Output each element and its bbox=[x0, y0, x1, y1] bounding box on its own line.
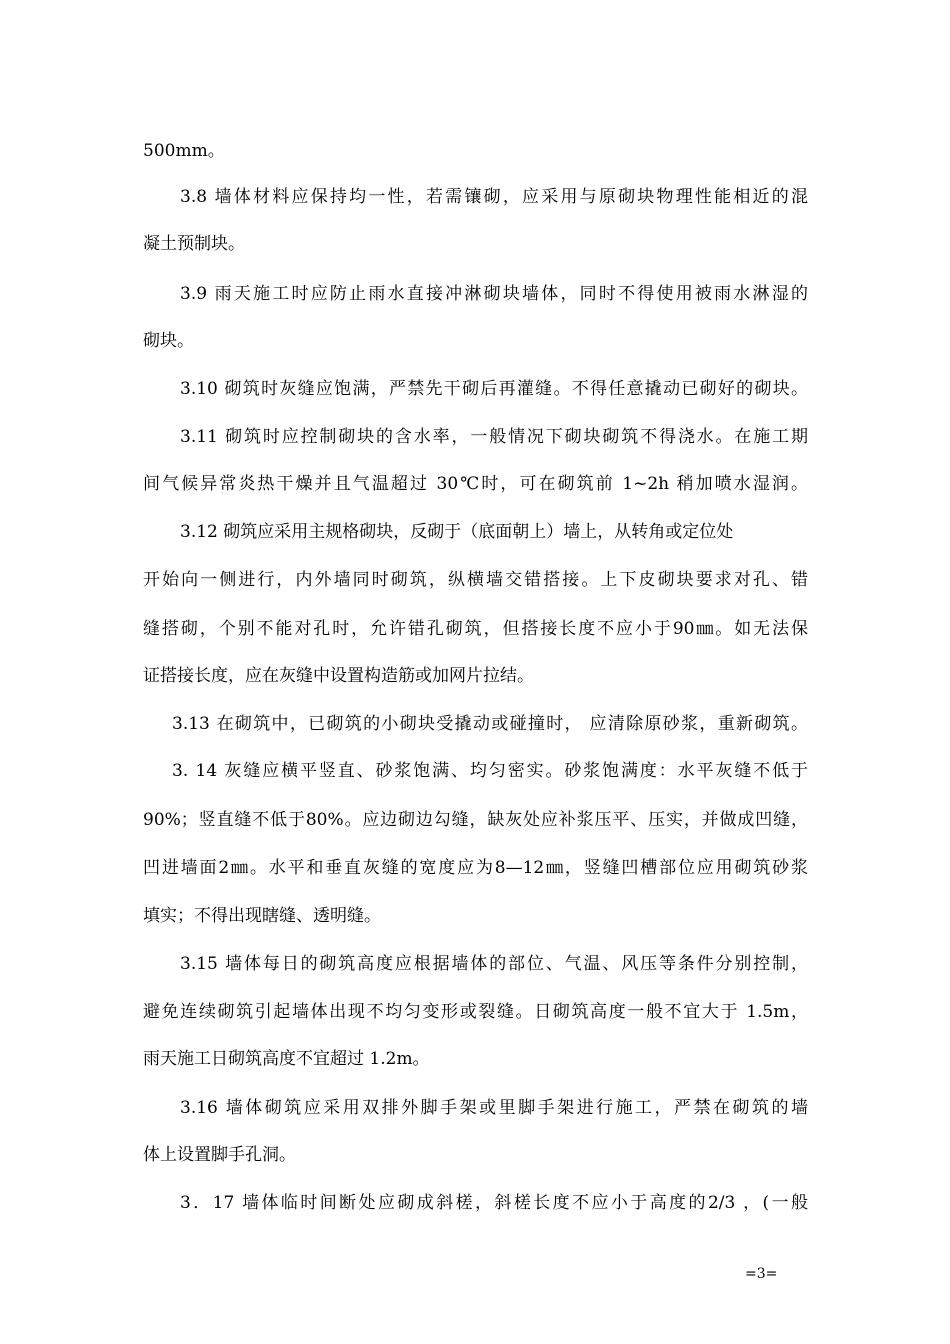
text-line: 3.10 砌筑时灰缝应饱满，严禁先干砌后再灌缝。不得任意撬动已砌好的砌块。 bbox=[180, 379, 808, 399]
text-line: 砌块。 bbox=[143, 331, 194, 351]
text-line: 间气候异常炎热干燥并且气温超过 30℃时，可在砌筑前 1~2h 稍加喷水湿润。 bbox=[143, 474, 808, 494]
text-line: 3.9 雨天施工时应防止雨水直接冲淋砌块墙体，同时不得使用被雨水淋湿的 bbox=[180, 284, 808, 304]
text-line: 3. 14 灰缝应横平竖直、砂浆饱满、均匀密实。砂浆饱满度：水平灰缝不低于 bbox=[172, 761, 808, 781]
text-line: 3.15 墙体每日的砌筑高度应根据墙体的部位、气温、风压等条件分别控制， bbox=[180, 954, 808, 974]
text-line: 3.16 墙体砌筑应采用双排外脚手架或里脚手架进行施工，严禁在砌筑的墙 bbox=[180, 1098, 808, 1118]
text-line: 缝搭砌，个别不能对孔时，允许错孔砌筑，但搭接长度不应小于90㎜。如无法保 bbox=[143, 619, 808, 639]
text-line: 3.12 砌筑应采用主规格砌块，反砌于（底面朝上）墙上，从转角或定位处 bbox=[180, 522, 734, 542]
text-line: 凝土预制块。 bbox=[143, 234, 245, 254]
text-line: 填实；不得出现瞎缝、透明缝。 bbox=[143, 906, 381, 926]
text-line: 证搭接长度，应在灰缝中设置构造筋或加网片拉结。 bbox=[143, 666, 534, 686]
text-line: 开始向一侧进行，内外墙同时砌筑，纵横墙交错搭接。上下皮砌块要求对孔、错 bbox=[143, 570, 808, 590]
text-line: 90%；竖直缝不低于80%。应边砌边勾缝，缺灰处应补浆压平、压实，并做成凹缝， bbox=[143, 810, 808, 830]
text-line: 3.8 墙体材料应保持均一性，若需镶砌，应采用与原砌块物理性能相近的混 bbox=[180, 187, 808, 207]
text-line: 500mm。 bbox=[143, 141, 225, 161]
page-number: =3= bbox=[745, 1266, 778, 1282]
text-line: 凹进墙面2㎜。水平和垂直灰缝的宽度应为8—12㎜，竖缝凹槽部位应用砌筑砂浆 bbox=[143, 858, 808, 878]
text-line: 3.11 砌筑时应控制砌块的含水率，一般情况下砌块砌筑不得浇水。在施工期 bbox=[180, 427, 808, 447]
text-line: 体上设置脚手孔洞。 bbox=[143, 1145, 296, 1165]
text-line: 3．17 墙体临时间断处应砌成斜槎，斜槎长度不应小于高度的2/3 ，(一般 bbox=[180, 1193, 808, 1213]
text-line: 雨天施工日砌筑高度不宜超过 1.2m。 bbox=[143, 1049, 430, 1069]
text-line: 3.13 在砌筑中，已砌筑的小砌块受撬动或碰撞时， 应清除原砂浆，重新砌筑。 bbox=[172, 714, 808, 734]
text-line: 避免连续砌筑引起墙体出现不均匀变形或裂缝。日砌筑高度一般不宜大于 1.5m， bbox=[143, 1002, 808, 1022]
